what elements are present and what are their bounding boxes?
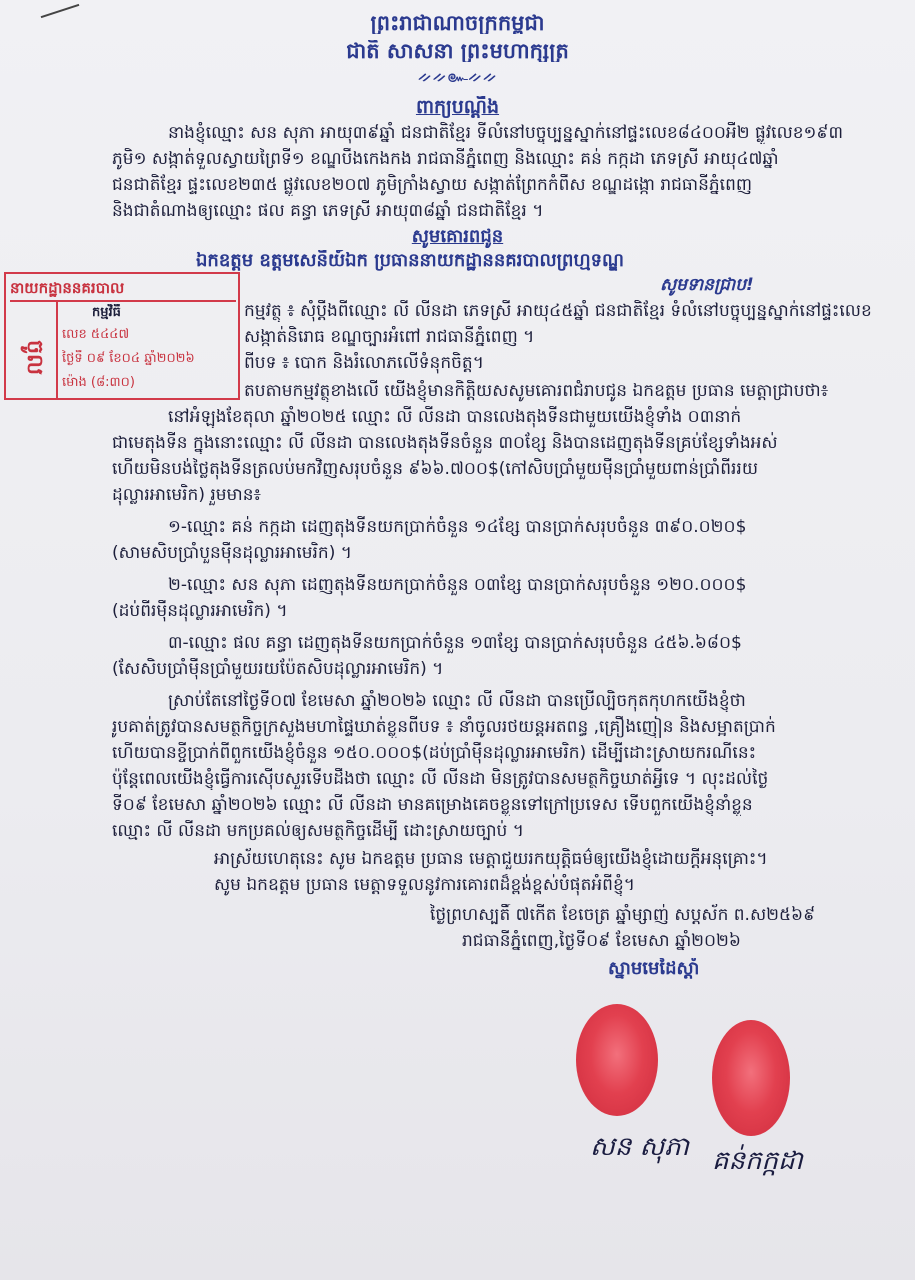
stamp-time: ម៉ោង (៨:៣០) <box>62 375 135 390</box>
left-thumbprint <box>576 1004 658 1116</box>
item-2-line: ២-ឈ្មោះ សន សុភា ដេញតុងទីនយកប្រាក់ចំនួន ០៣ខ្សែ បានប្រាក់សរុបចំនួន ១២០.០០០$ <box>168 575 747 595</box>
body-line-4: ហើយមិនបង់ថ្លៃតុងទីនត្រលប់មកវិញសរុបចំនួន ៩៦៦.៧០០$(កៅសិបប្រាំមួយម៉ឺនប្រាំមួយពាន់ប្រាំពីររយ <box>112 459 758 479</box>
body2-line-4: ប៉ុន្តែពេលយើងខ្ញុំធ្វើការស៊ើបសួរទើបដឹងថា ឈ្មោះ លី លីនដា មិនត្រូវបានសមត្ថកិច្ចឃាត់អ្វីទេ ។ លុះដល់ថ្ងៃ <box>112 769 769 789</box>
stamp-label: កម្មវិធី <box>92 305 121 320</box>
addressee: ឯកឧត្តម ឧត្តមសេនីយ៍ឯក ប្រធាននាយកដ្ឋាននគរបាលព្រហ្មទណ្ឌ <box>196 250 624 271</box>
complainant-line-3: ជនជាតិខ្មែរ ផ្ទះលេខ២៣៥ ផ្លូវលេខ២០៧ ភូមិក្រាំងស្វាយ សង្កាត់ព្រែកកំពឹស ខណ្ឌដង្កោ រាជធានីភ្នំពេញ <box>112 175 753 195</box>
body-line-1: តបតាមកម្មវត្ថុខាងលើ យើងខ្ញុំមានកិត្តិយសសូមគោរពជំរាបជូន ឯកឧត្តម ប្រធាន មេត្តាជ្រាបថា៖ <box>244 381 829 401</box>
stamp-title: នាយកដ្ឋាននគរបាល <box>10 276 236 302</box>
body2-line-5: ទី០៩ ខែមេសា ឆ្នាំ២០២៦ ឈ្មោះ លី លីនដា មានគម្រោងគេចខ្លួនទៅក្រៅប្រទេស ទើបពួកយើងខ្ញុំនាំខ្លួន <box>112 795 753 815</box>
reception-stamp <box>4 272 240 400</box>
body-line-3: ជាមេតុងទីន ក្នុងនោះឈ្មោះ លី លីនដា បានលេងតុងទីនចំនួន ៣០ខ្សែ និងបានដេញតុងទីនគ្រប់ខ្សែទាំងអស់ <box>112 433 778 453</box>
item-1-words: (សាមសិបប្រាំបួនម៉ឺនដុល្លារអាមេរិក) ។ <box>112 543 352 563</box>
complainant-line-2: ភូមិ១ សង្កាត់ទួលស្វាយព្រៃទី១ ខណ្ឌបឹងកេងកង រាជធានីភ្នំពេញ និងឈ្មោះ គន់ កក្កដា ភេទស្រី អាយុ៤៧ឆ្នាំ <box>112 149 779 169</box>
closing-line-2: សូម ឯកឧត្តម ប្រធាន មេត្តាទទួលនូវការគោរពដ៏ខ្ពង់ខ្ពស់បំផុតអំពីខ្ញុំ។ <box>214 875 635 895</box>
thumbprint-label: ស្នាមមេដៃស្ដាំ <box>608 958 700 979</box>
respectfully-to: សូមគោរពជូន <box>411 226 504 247</box>
item-3-line: ៣-ឈ្មោះ ផល គន្ធា ដេញតុងទីនយកប្រាក់ចំនួន ១៣ខ្សែ បានប្រាក់សរុបចំនួន ៤៥៦.៦៨០$ <box>168 633 742 653</box>
body2-line-6: ឈ្មោះ លី លីនដា មកប្រគល់ឲ្យសមត្ថកិច្ចដើម្បី ដោះស្រាយច្បាប់ ។ <box>112 821 524 841</box>
stamp-divider <box>56 302 58 398</box>
item-1-line: ១-ឈ្មោះ គន់ កក្កដា ដេញតុងទីនយកប្រាក់ចំនួន ១៤ខ្សែ បានប្រាក់សរុបចំនួន ៣៩០.០២០$ <box>168 517 747 537</box>
item-2-words: (ដប់ពីរម៉ឺនដុល្លារអាមេរិក) ។ <box>112 601 288 621</box>
subject-line-1: កម្មវត្ថុ ៖ សុំប្ដឹងពីឈ្មោះ លី លីនដា ភេទស្រី អាយុ៤៥ឆ្នាំ ជនជាតិខ្មែរ ទំលំនៅបច្ចុប្បន្នស្នាក់នៅផ្ទះលេខ <box>244 301 872 321</box>
body-line-2: នៅអំឡុងខែតុលា ឆ្នាំ២០២៥ ឈ្មោះ លី លីនដា បានលេងតុងទីនជាមួយយើងខ្ញុំទាំង ០៣នាក់ <box>168 407 742 427</box>
solar-date: រាជធានីភ្នំពេញ,ថ្ងៃទី០៩ ខែមេសា ឆ្នាំ២០២៦ <box>462 931 741 951</box>
subject-line-3: ពីបទ ៖ បោក និងរំលោភលើទំនុកចិត្ត។ <box>244 353 484 373</box>
complainant-line-1: នាងខ្ញុំឈ្មោះ សន សុភា អាយុ៣៩ឆ្នាំ ជនជាតិខ្មែរ ទីលំនៅបច្ចុប្បន្នស្នាក់នៅផ្ទះលេខ៨៤០០អឺ២ ផ្លូវលេខ១៩៣ <box>168 123 843 143</box>
lunar-date: ថ្ងៃព្រហស្បតិ៍ ៧កើត ខែចេត្រ ឆ្នាំម្សាញ់ សប្តស័ក ព.ស២៥៦៩ <box>430 905 816 925</box>
national-motto: ជាតិ សាសនា ព្រះមហាក្សត្រ <box>346 40 569 62</box>
closing-line-1: អាស្រ័យហេតុនេះ សូម ឯកឧត្តម ប្រធាន មេត្តាជួយរកយុត្តិធម៌ឲ្យយើងខ្ញុំដោយក្ដីអនុគ្រោះ។ <box>214 849 768 869</box>
right-thumbprint <box>712 1020 790 1136</box>
body2-line-1: ស្រាប់តែនៅថ្ងៃទី០៧ ខែមេសា ឆ្នាំ២០២៦ ឈ្មោះ លី លីនដា បានប្រើល្បិចកុតកុហកយើងខ្ញុំថា <box>168 691 746 711</box>
body2-line-3: ហើយបានខ្ចីប្រាក់ពីពួកយើងខ្ញុំចំនួន ១៥០.០០០$(ដប់ប្រាំម៉ឺនដុល្លារអាមេរិក) ដើម្បីដោះស្រាយករណីនេះ <box>112 743 757 763</box>
ornament-divider: ᨀᨀ๛ᨀᨀ <box>417 66 498 87</box>
complainant-line-4: និងជាតំណាងឲ្យឈ្មោះ ផល គន្ធា ភេទស្រី អាយុ៣៨ឆ្នាំ ជនជាតិខ្មែរ ។ <box>112 201 544 221</box>
acknowledge-note: សូមទានជ្រាប! <box>660 275 754 295</box>
signature-kon-kakada: គន់កក្កដា <box>712 1146 803 1176</box>
signature-son-sophea: សន សុភា <box>590 1132 690 1162</box>
kingdom-heading: ព្រះរាជាណាចក្រកម្ពុជា <box>370 12 545 34</box>
stamp-number: លេខ ៥៤៤៧ <box>62 327 130 342</box>
stamp-date: ថ្ងៃទី ០៩ ខែ០៤ ឆ្នាំ២០២៦ <box>62 351 195 366</box>
stamp-received-mark: ចូល <box>22 339 47 375</box>
body-line-5: ដុល្លារអាមេរិក) រួមមាន៖ <box>112 485 261 505</box>
document-title: ពាក្យបណ្ដឹង <box>415 96 500 118</box>
item-3-words: (សែសិបប្រាំម៉ឺនប្រាំមួយរយប៉ែតសិបដុល្លារអាមេរិក) ។ <box>112 659 444 679</box>
subject-line-2: សង្កាត់និរោធ ខណ្ឌច្បារអំពៅ រាជធានីភ្នំពេញ ។ <box>244 327 535 347</box>
body2-line-2: រូបគាត់ត្រូវបានសមត្ថកិច្ចក្រសួងមហាផ្ទៃឃាត់ខ្លួនពីបទ ៖ នាំចូលរថយន្តអតពន្ធ ,គ្រឿងញៀន និងសម្អាតប្រាក់ <box>112 717 776 737</box>
